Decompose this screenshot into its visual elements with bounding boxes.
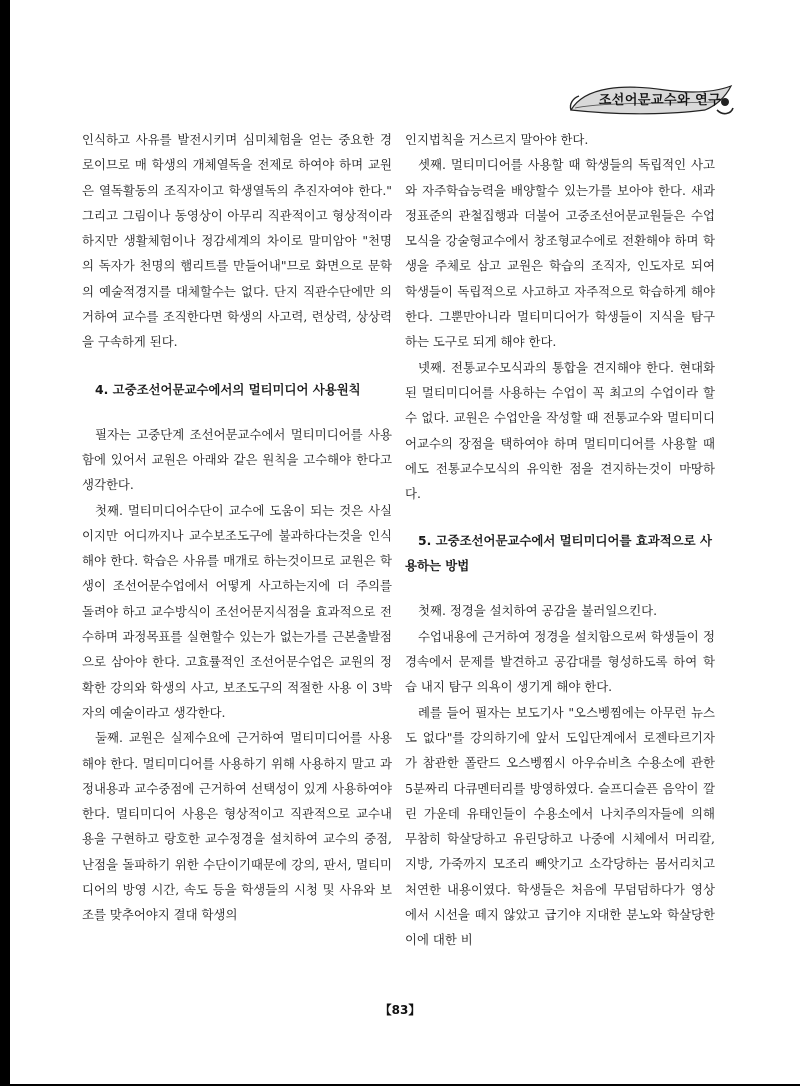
left-column: [82, 127, 392, 928]
section-4-point-4: 넷째. 전통교수모식과의 통합을 견지해야 한다. 현대화된 멀티미디어를 사용하는 수업이 꼭 최고의 수업이라 할수 없다. 교원은 수업안을 작성할 때 전통교수와 멀티미디어교수의 장점을 택하여야 하며 멀티미디어를 사용할 때에도 전통교수모식의 유익한 점을 견지하는것이 마땅하다.: [405, 359, 715, 502]
journal-header: [565, 80, 735, 120]
right-paragraph-continued: 인지법칙을 거스르지 말아야 한다.: [405, 132, 589, 147]
left-paragraph-continued: 인식하고 사유를 발전시키며 심미체험을 얻는 중요한 경로이므로 매 학생의 개체열독을 전제로 하여야 하며 교원은 열독활동의 조직자이고 학생열독의 추진자여야 한다." 그리고 그림이나 동영상이 아무리 직관적이고 형상적이라 하지만 생활체험이나 정감세계의 차이로 말미암아 "천명의 독자가 천명의 햄리트를 만들어내"므로 화면으로 문학의 예술적경지를 대체할수는 없다. 단지 직관수단에만 의거하여 교수를 조직한다면 학생의 사고력, 련상력, 상상력을 구속하게 된다.: [82, 132, 392, 350]
journal-title: 조선어문교수와 연구: [598, 93, 722, 108]
spacer: [405, 578, 715, 598]
spacer: [82, 402, 392, 422]
section-4-heading: 4. 고중조선어문교수에서의 멀티미디어 사용원칙: [95, 381, 361, 397]
right-column: [405, 127, 715, 953]
section-5-example: 례를 들어 필자는 보도기사 "오스벵찜에는 아무런 뉴스도 없다"를 강의하기에 앞서 도입단계에서 로젠타르기자가 참관한 폴란드 오스벵찜시 아우슈비츠 수용소에 관한 5분짜리 다큐멘터리를 방영하였다. 슬프디슬픈 음악이 깔린 가운데 유태인들이 수용소에서 나치주의자들에 의해 무참히 학살당하고 유린당하고 나중에 시체에서 머리칼, 지방, 가죽까지 모조리 빼앗기고 소각당하는 몸서리치고 처연한 내용이였다. 학생들은 처음에 무덤덤하다가 영상에서 시선을 떼지 않았고 급기야 지대한 분노와 학살당한이에 대한 비: [405, 704, 715, 948]
section-5-point-1-body: 수업내용에 근거하여 정경을 설치함으로써 학생들이 정경속에서 문제를 발견하고 공감대를 형성하도록 하여 학습 내지 탐구 의욕이 생기게 해야 한다.: [405, 628, 715, 695]
section-4-point-3: 셋째. 멀티미디어를 사용할 때 학생들의 독립적인 사고와 자주학습능력을 배양할수 있는가를 보아야 한다. 새과정표준의 관철집행과 더불어 고중조선어문교원들은 수업모식을 강술형교수에서 창조형교수에로 전환해야 하며 학생을 주체로 삼고 교원은 학습의 조직자, 인도자로 되여 학생들이 독립적으로 사고하고 자주적으로 학습하게 해야 한다. 그뿐만아니라 멀티미디어가 학생들이 지식을 탐구하는 도구로 되게 해야 한다.: [405, 157, 715, 350]
spacer: [405, 506, 715, 528]
section-5-point-1-title: 첫째. 정경을 설치하여 공감을 불러일으킨다.: [418, 603, 658, 619]
section-5-heading: 5. 고중조선어문교수에서 멀티미디어를 효과적으로 사용하는 방법: [405, 533, 712, 574]
section-4-point-2: 둘째. 교원은 실제수요에 근거하여 멀티미디어를 사용해야 한다. 멀티미디어를 사용하기 위해 사용하지 말고 과정내용과 교수중점에 근거하여 선택성이 있게 사용하여야 한다. 멀티미디어 사용은 형상적이고 직관적으로 교수내용을 구현하고 랑호한 교수정경을 설치하여 교수의 중점, 난점을 돌파하기 위한 수단이기때문에 강의, 판서, 멀티미디어의 방영 시간, 속도 등을 학생들의 시청 및 사유와 보조를 맞추어야지 결대 학생의: [82, 730, 392, 923]
spacer: [82, 355, 392, 377]
section-4-point-1: 첫째. 멀티미디어수단이 교수에 도움이 되는 것은 사실이지만 어디까지나 교수보조도구에 불과하다는것을 인식해야 한다. 학습은 사유를 매개로 하는것이므로 교원은 학생이 조선어문수업에서 어떻게 사고하는지에 더 주의를 돌려야 하고 교수방식이 조선어문지식점을 효과적으로 전수하며 과정목표를 실현할수 있는가 없는가를 근본출발점으로 삼아야 한다. 고효률적인 조선어문수업은 교원의 정확한 강의와 학생의 사고, 보조도구의 적절한 사용 이 3박자의 예술이라고 생각한다.: [82, 502, 392, 720]
section-4-intro: 필자는 고중단계 조선어문교수에서 멀티미디어를 사용함에 있어서 교원은 아래와 같은 원칙을 고수해야 한다고 생각한다.: [82, 426, 392, 493]
page-number: 【83】: [379, 1003, 421, 1017]
scan-edge-left: [0, 0, 10, 1086]
